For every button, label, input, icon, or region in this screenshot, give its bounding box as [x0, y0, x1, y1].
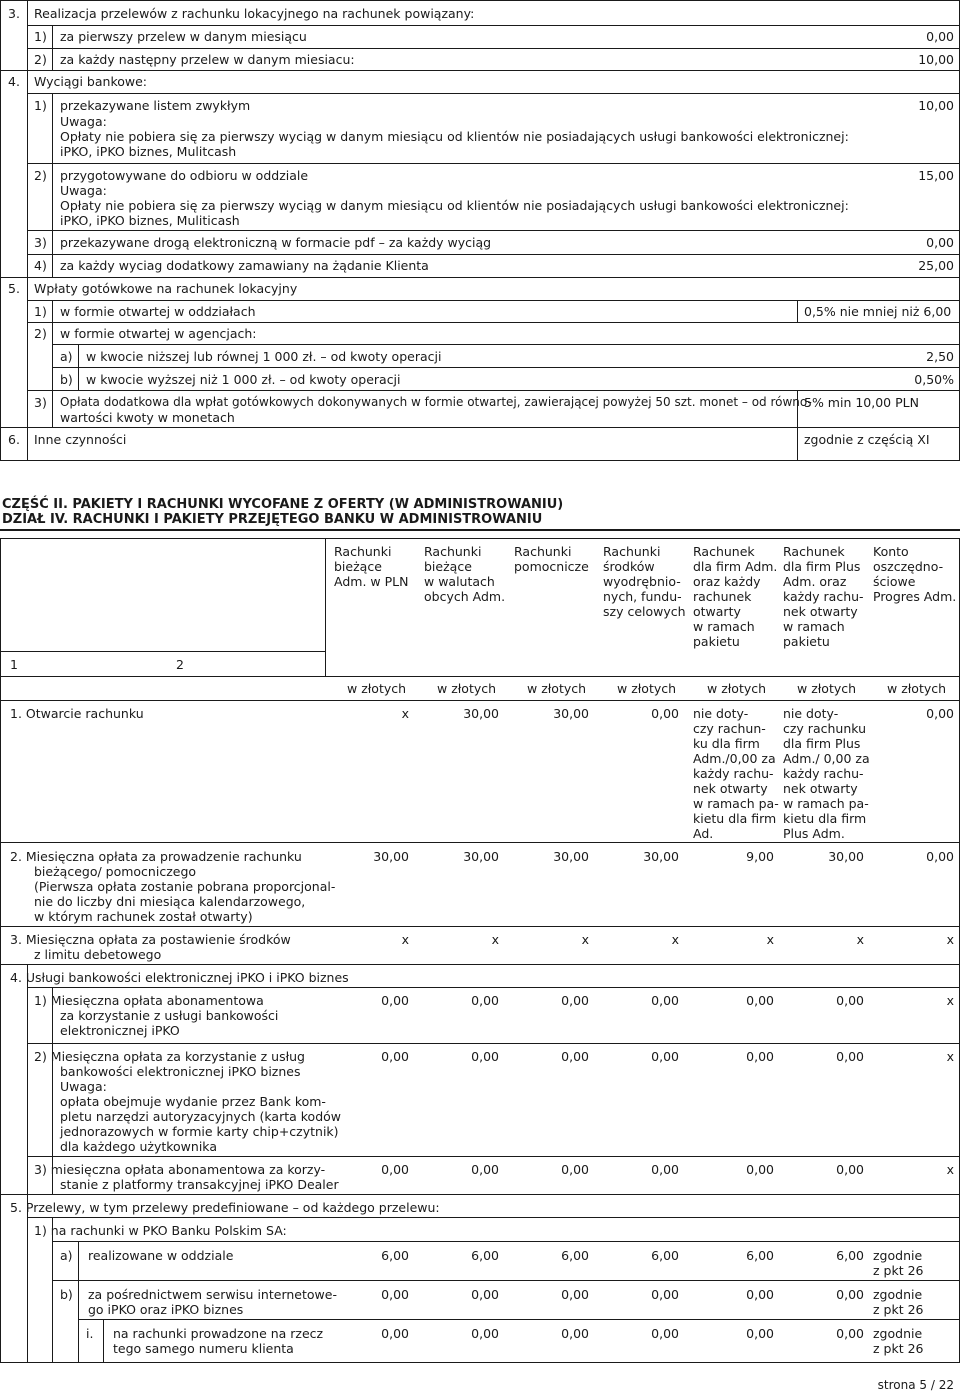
cell-value: 0,00: [836, 1287, 864, 1302]
note-heading: Uwaga:: [60, 183, 107, 198]
subitem-letter: b): [60, 1287, 73, 1302]
subitem-label: w kwocie niższej lub równej 1 000 zł. – od kwoty operacji: [86, 349, 442, 364]
note-text: iPKO, iPKO biznes, Mulitcash: [60, 144, 237, 159]
cell-value: 9,00: [746, 849, 774, 864]
cell-note: zgodnie z pkt 26: [873, 1326, 924, 1356]
cell-value: 30,00: [373, 849, 409, 864]
cell-value: 0,00: [926, 849, 954, 864]
column-header: Rachunek dla firm Plus Adm. oraz każdy rachu- nek otwarty w ramach pakietu: [783, 544, 864, 649]
section-6-number: 6.: [8, 432, 20, 447]
cell-value: 0,00: [746, 1287, 774, 1302]
unit-label: w złotych: [707, 681, 767, 696]
unit-label: w złotych: [797, 681, 857, 696]
cell-value: 0,00: [836, 1049, 864, 1064]
cell-value: 0,00: [561, 993, 589, 1008]
cell-value: 6,00: [381, 1248, 409, 1263]
item-label: za każdy następny przelew w danym miesiacu:: [60, 52, 355, 67]
cell-value: 0,00: [651, 1326, 679, 1341]
item-label: wartości kwoty w monetach: [60, 410, 235, 425]
cell-value: 0,00: [381, 1049, 409, 1064]
cell-value: x: [491, 932, 499, 947]
subitem-label: w kwocie wyższej niż 1 000 zł. – od kwoty operacji: [86, 372, 401, 387]
cell-value: 0,00: [381, 1326, 409, 1341]
item-value: 0,5% nie mniej niż 6,00: [804, 304, 952, 319]
row-label: 4. Usługi bankowości elektronicznej iPKO i iPKO biznes: [10, 970, 349, 985]
item-value: 0,00: [926, 235, 954, 250]
column-header: Rachunki środków wyodrębnio- nych, fundu- szy celowych: [603, 544, 686, 619]
cell-value: 0,00: [561, 1287, 589, 1302]
subitem-value: 2,50: [926, 349, 954, 364]
cell-value: 0,00: [651, 706, 679, 721]
cell-value: 0,00: [836, 1162, 864, 1177]
unit-label: w złotych: [617, 681, 677, 696]
cell-value: 0,00: [746, 993, 774, 1008]
part-heading: CZĘŚĆ II. PAKIETY I RACHUNKI WYCOFANE Z OFERTY (W ADMINISTROWANIU): [2, 497, 564, 512]
cell-value: x: [946, 932, 954, 947]
column-header: Rachunki bieżące w walutach obcych Adm.: [424, 544, 506, 604]
cell-value: 0,00: [651, 993, 679, 1008]
item-label: za pierwszy przelew w danym miesiącu: [60, 29, 307, 44]
section-5-title: Wpłaty gotówkowe na rachunek lokacyjny: [34, 281, 298, 296]
section-3-title: Realizacja przelewów z rachunku lokacyjnego na rachunek powiązany:: [34, 6, 475, 21]
row-label: 2. Miesięczna opłata za prowadzenie rachunku bieżącego/ pomocniczego (Pierwsza opłata zostanie pobrana proporcjonal- nie do liczby dni miesiąca kalendarzowego, w którym rachunek został otwarty): [10, 849, 336, 924]
row-label: 1. Otwarcie rachunku: [10, 706, 144, 721]
row-label: za pośrednictwem serwisu internetowe- go iPKO oraz iPKO biznes: [88, 1287, 337, 1317]
subitem-letter: b): [60, 372, 73, 387]
unit-label: w złotych: [887, 681, 947, 696]
cell-value: 0,00: [471, 993, 499, 1008]
cell-value: 0,00: [651, 1287, 679, 1302]
note-text: iPKO, iPKO biznes, Muliticash: [60, 213, 240, 228]
note-text: Opłaty nie pobiera się za pierwszy wyciąg w danym miesiącu od klientów nie posiadających usługi bankowości elektronicznej:: [60, 198, 849, 213]
item-value: 25,00: [918, 258, 954, 273]
cell-value: 30,00: [463, 706, 499, 721]
cell-value: 0,00: [471, 1049, 499, 1064]
cell-value: 6,00: [651, 1248, 679, 1263]
item-label: w formie otwartej w agencjach:: [60, 326, 257, 341]
cell-value: 0,00: [381, 1287, 409, 1302]
section-6-value: zgodnie z częścią XI: [804, 432, 930, 447]
row-label: 2) Miesięczna opłata za korzystanie z usług bankowości elektronicznej iPKO biznes Uwaga: opłata obejmuje wydanie przez Bank kom- pletu narzędzi autoryzacyjnych (karta kodów jednorazowych w formie karty chip+czytnik) dla każdego użytkownika: [34, 1049, 342, 1154]
row-label: 1) na rachunki w PKO Banku Polskim SA:: [34, 1223, 287, 1238]
item-number: 3): [34, 235, 47, 250]
cell-value: 6,00: [746, 1248, 774, 1263]
cell-value: 6,00: [561, 1248, 589, 1263]
row-label: 5. Przelewy, w tym przelewy predefiniowane – od każdego przelewu:: [10, 1200, 440, 1215]
cell-value: 0,00: [926, 706, 954, 721]
column-number-2: 2: [176, 657, 184, 672]
unit-label: w złotych: [437, 681, 497, 696]
cell-value: 0,00: [561, 1326, 589, 1341]
cell-value: x: [946, 993, 954, 1008]
item-label: przygotowywane do odbioru w oddziale: [60, 168, 309, 183]
item-value: 0,00: [926, 29, 954, 44]
item-value: 10,00: [918, 52, 954, 67]
item-label: w formie otwartej w oddziałach: [60, 304, 256, 319]
item-value: 5% min 10,00 PLN: [804, 395, 919, 410]
section-6-title: Inne czynności: [34, 432, 127, 447]
column-header: Rachunki pomocnicze: [514, 544, 589, 574]
cell-value: 0,00: [746, 1049, 774, 1064]
cell-value: x: [401, 706, 409, 721]
item-number: 1): [34, 29, 47, 44]
cell-value: 0,00: [651, 1162, 679, 1177]
cell-value: 30,00: [828, 849, 864, 864]
item-number: 3): [34, 395, 47, 410]
cell-value: x: [946, 1049, 954, 1064]
unit-label: w złotych: [347, 681, 407, 696]
row-label: realizowane w oddziale: [88, 1248, 234, 1263]
item-number: 2): [34, 52, 47, 67]
column-header: Konto oszczędno- ściowe Progres Adm.: [873, 544, 957, 604]
cell-value: 30,00: [553, 849, 589, 864]
item-number: 4): [34, 258, 47, 273]
subitem-letter: a): [60, 349, 73, 364]
section-4-number: 4.: [8, 74, 20, 89]
cell-value: x: [766, 932, 774, 947]
cell-note: nie doty- czy rachun- ku dla firm Adm./0,00 za każdy rachu- nek otwarty w ramach pa- kietu dla firm Ad.: [693, 706, 779, 841]
item-number: 1): [34, 304, 47, 319]
item-label: Opłata dodatkowa dla wpłat gotówkowych dokonywanych w formie otwartej, zawierającej powyżej 50 szt. monet – od równo-: [60, 395, 812, 409]
cell-value: 0,00: [746, 1162, 774, 1177]
cell-value: x: [671, 932, 679, 947]
cell-value: 0,00: [471, 1287, 499, 1302]
section-3-number: 3.: [8, 6, 20, 21]
item-number: 2): [34, 168, 47, 183]
page-number: strona 5 / 22: [877, 1378, 954, 1392]
unit-label: w złotych: [527, 681, 587, 696]
cell-note: nie doty- czy rachunku dla firm Plus Adm./ 0,00 za każdy rachu- nek otwarty w ramach pa- kietu dla firm Plus Adm.: [783, 706, 870, 841]
column-number-1: 1: [10, 657, 18, 672]
item-label: przekazywane drogą elektroniczną w formacie pdf – za każdy wyciąg: [60, 235, 492, 250]
item-number: 1): [34, 98, 47, 113]
subitem-letter: i.: [86, 1326, 94, 1341]
item-label: przekazywane listem zwykłym: [60, 98, 251, 113]
note-heading: Uwaga:: [60, 114, 107, 129]
item-number: 2): [34, 326, 47, 341]
cell-value: 6,00: [471, 1248, 499, 1263]
row-label: na rachunki prowadzone na rzecz tego samego numeru klienta: [113, 1326, 324, 1356]
note-text: Opłaty nie pobiera się za pierwszy wyciąg w danym miesiącu od klientów nie posiadających usługi bankowości elektronicznej:: [60, 129, 849, 144]
cell-value: 6,00: [836, 1248, 864, 1263]
cell-note: zgodnie z pkt 26: [873, 1287, 924, 1317]
section-heading: DZIAŁ IV. RACHUNKI I PAKIETY PRZEJĘTEGO BANKU W ADMINISTROWANIU: [2, 512, 543, 527]
row-label: 3. Miesięczna opłata za postawienie środków z limitu debetowego: [10, 932, 291, 962]
cell-value: 30,00: [643, 849, 679, 864]
cell-note: zgodnie z pkt 26: [873, 1248, 924, 1278]
cell-value: 0,00: [836, 993, 864, 1008]
cell-value: 0,00: [561, 1162, 589, 1177]
cell-value: x: [946, 1162, 954, 1177]
cell-value: 30,00: [463, 849, 499, 864]
cell-value: 0,00: [471, 1326, 499, 1341]
cell-value: 0,00: [381, 1162, 409, 1177]
cell-value: x: [401, 932, 409, 947]
item-label: za każdy wyciag dodatkowy zamawiany na żądanie Klienta: [60, 258, 429, 273]
item-value: 10,00: [918, 98, 954, 113]
subitem-value: 0,50%: [914, 372, 954, 387]
cell-value: 0,00: [471, 1162, 499, 1177]
cell-value: 0,00: [836, 1326, 864, 1341]
cell-value: x: [581, 932, 589, 947]
cell-value: 0,00: [381, 993, 409, 1008]
cell-value: 0,00: [561, 1049, 589, 1064]
row-label: 1) Miesięczna opłata abonamentowa za korzystanie z usługi bankowości elektronicznej iPKO: [34, 993, 279, 1038]
section-5-number: 5.: [8, 281, 20, 296]
cell-value: x: [856, 932, 864, 947]
cell-value: 0,00: [746, 1326, 774, 1341]
column-header: Rachunki bieżące Adm. w PLN: [334, 544, 409, 589]
section-4-title: Wyciągi bankowe:: [34, 74, 148, 89]
column-header: Rachunek dla firm Adm. oraz każdy rachunek otwarty w ramach pakietu: [693, 544, 778, 649]
row-label: 3) miesięczna opłata abonamentowa za korzy- stanie z platformy transakcyjnej iPKO Dealer: [34, 1162, 339, 1192]
subitem-letter: a): [60, 1248, 73, 1263]
cell-value: 30,00: [553, 706, 589, 721]
cell-value: 0,00: [651, 1049, 679, 1064]
item-value: 15,00: [918, 168, 954, 183]
